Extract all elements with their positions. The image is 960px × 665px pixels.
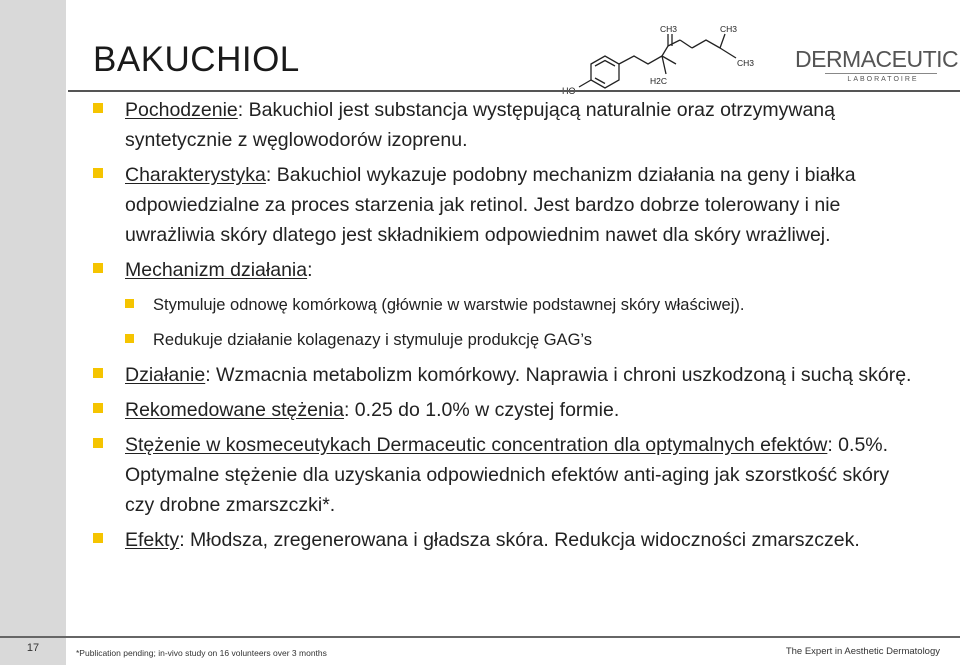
square-bullet-icon [93,403,103,413]
bullet-text: Bakuchiol wykazuje podobny mechanizm działania na geny i białka odpowiedzialne za proces starzenia jak retinol. Jest bardzo dobrze tolerowany i nie uwrażliwia skóry dlatego jest składnikiem odpowiednim nawet dla skóry wrażliwej. [125,164,856,246]
molecule-ch3-label: CH3 [660,24,678,34]
molecule-ch3-label: CH3 [720,24,738,34]
sidebar-divider [66,0,68,665]
bullet-sep: : [307,259,313,281]
square-bullet-icon [93,368,103,378]
square-bullet-icon [93,438,103,448]
bullet-label: Charakterystyka [125,164,266,186]
dermaceutic-logo [795,46,959,83]
bullet-list [93,95,913,555]
logo-rule [825,73,937,74]
bullet-label: Mechanizm działania [125,259,308,281]
bullet-cosmeceutical-concentration [93,430,913,520]
slide-title: BAKUCHIOL [93,40,300,79]
bullet-text: Bakuchiol jest substancja występującą naturalnie oraz otrzymywaną syntetycznie z węglowodorów izoprenu. [125,99,835,151]
bullet-characteristics [93,160,913,250]
square-bullet-icon [93,263,103,273]
sub-bullet-collagenase [125,325,913,355]
slide-number: 17 [26,642,40,654]
bullet-sep: : [343,399,350,421]
molecule-h2c-label: H2C [650,76,668,86]
footer-tagline: The Expert in Aesthetic Dermatology [785,646,940,657]
bullet-mechanism [93,255,913,285]
square-bullet-icon [93,168,103,178]
square-bullet-icon [93,103,103,113]
bullet-recommended-concentration [93,395,913,425]
bullet-label: Efekty [125,529,180,551]
square-bullet-icon [125,334,134,343]
bullet-sep: : [827,434,833,456]
left-sidebar [0,0,68,665]
molecule-ch3-label: CH3 [737,58,755,68]
bullet-sep: : [205,364,211,386]
square-bullet-icon [93,533,103,543]
bullet-text: 0.5%. Optymalne stężenie dla uzyskania odpowiednich efektów anti-aging jak szorstkość skóry czy drobne zmarszczki*. [125,434,890,516]
bullet-origin [93,95,913,155]
bullet-label: Stężenie w kosmeceutykach Dermaceutic concentration dla optymalnych efektów [125,434,828,456]
sub-bullet-text: Stymuluje odnowę komórkową (głównie w warstwie podstawnej skóry właściwej). [153,296,745,314]
bullet-sep: : [237,99,244,121]
title-rule [68,90,960,92]
sub-bullet-renewal [125,290,913,320]
bullet-action [93,360,913,390]
bullet-label: Działanie [125,364,206,386]
bullet-text: 0.25 do 1.0% w czystej formie. [349,399,620,421]
bullet-text: Wzmacnia metabolizm komórkowy. Naprawia i chroni uszkodzoną i suchą skórę. [210,364,912,386]
square-bullet-icon [125,299,134,308]
footer-rule [0,636,960,638]
footnote: *Publication pending; in-vivo study on 16 volunteers over 3 months [76,648,327,658]
sub-bullet-text: Redukuje działanie kolagenazy i stymuluje produkcję GAG’s [153,331,593,349]
bullet-text: Młodsza, zregenerowana i gładsza skóra. Redukcja widoczności zmarszczek. [184,529,860,551]
bullet-effects [93,525,913,555]
bullet-label: Pochodzenie [125,99,238,121]
logo-subtitle: LABORATOIRE [847,76,919,83]
bullet-label: Rekomedowane stężenia [125,399,344,421]
bullet-sep: : [265,164,272,186]
logo-name: DERMACEUTIC [795,46,959,72]
bakuchiol-molecule-diagram [560,22,765,100]
bullet-sep: : [179,529,185,551]
